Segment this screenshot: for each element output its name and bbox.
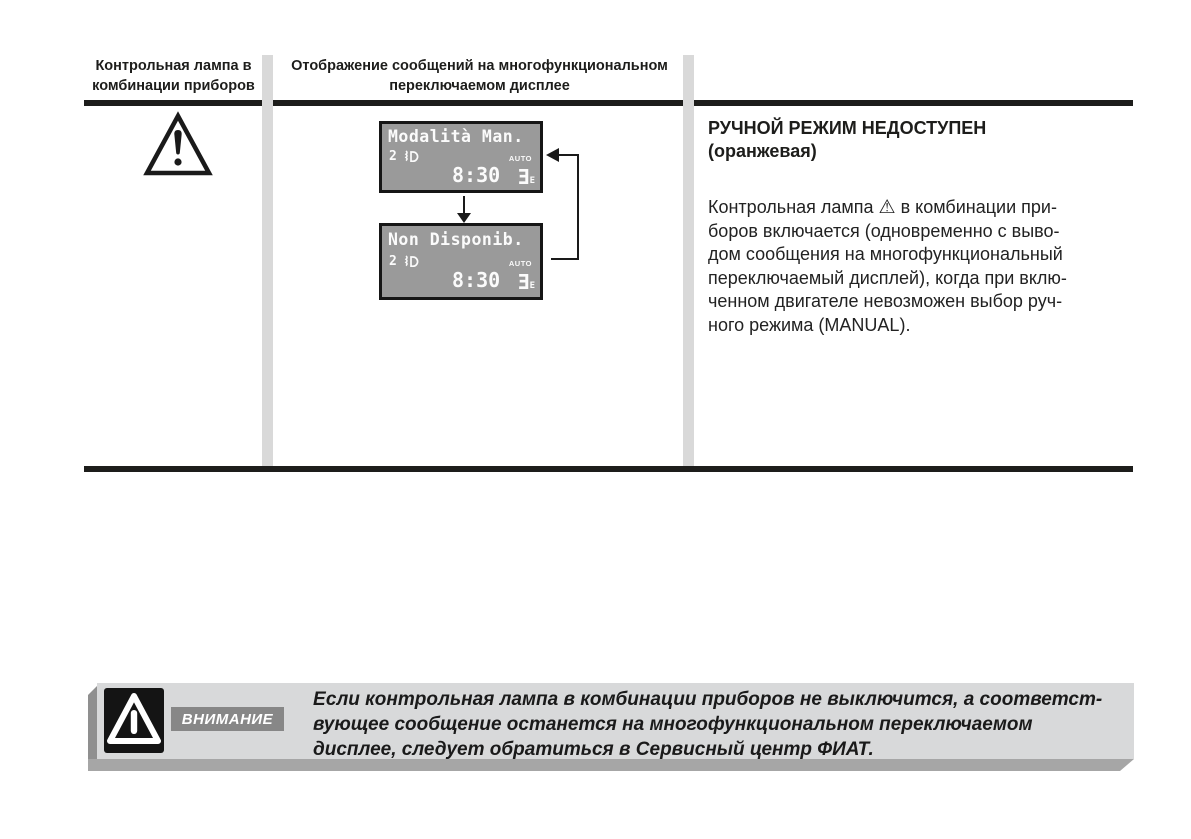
loop-line-bottom	[551, 258, 579, 260]
description-line: Контрольная лампа ⚠ в комбинации при-	[708, 196, 1057, 218]
column-divider-2	[683, 55, 694, 466]
column-header-line: комбинации приборов	[92, 78, 255, 94]
arrow-left-head-icon	[546, 148, 559, 162]
lcd-gear-count: 2	[389, 149, 397, 164]
attention-text-line: Если контрольная лампа в комбинации приборов не выключится, а соответст-	[313, 689, 1103, 710]
lcd-gear-suffix: E	[529, 176, 535, 186]
attention-box	[88, 683, 1134, 771]
lcd-gear-indicator	[518, 272, 535, 292]
warning-triangle-icon	[142, 111, 214, 179]
attention-text	[313, 687, 1102, 762]
lcd-display-not-available	[379, 223, 543, 300]
headlight-icon	[403, 150, 421, 164]
description-line: боров включается (одновременно с выво-	[708, 220, 1060, 241]
description-line: переключаемый дисплей), когда при вклю-	[708, 267, 1067, 288]
lcd-display-manual-mode	[379, 121, 543, 193]
description-line: ного режима (MANUAL).	[708, 314, 911, 335]
lcd-clock: 8:30	[452, 268, 501, 292]
attention-box-body	[97, 683, 1134, 759]
table-bottom-rule	[84, 466, 1133, 472]
loop-line-vertical	[577, 154, 579, 260]
lcd-gear-suffix: E	[529, 281, 535, 291]
lcd-clock: 8:30	[452, 163, 501, 187]
loop-line-top	[558, 154, 579, 156]
attention-warning-icon	[104, 688, 164, 753]
attention-box-bevel-left	[88, 686, 97, 771]
headlight-icon	[403, 255, 421, 269]
arrow-down-head-icon	[457, 213, 471, 223]
message-description	[708, 196, 1067, 337]
attention-text-line: вующее сообщение останется на многофункциональном переключаемом	[313, 714, 1033, 735]
description-line: дом сообщения на многофункциональный	[708, 244, 1063, 264]
column-divider-1	[262, 55, 273, 466]
header-rule	[84, 100, 1133, 106]
lcd-auto-label: AUTO	[508, 154, 532, 163]
column-header-line: Отображение сообщений на многофункциональном	[291, 58, 668, 74]
column-header-cluster-lamp	[85, 56, 262, 96]
column-header-line: переключаемом дисплее	[389, 78, 570, 94]
column-header-line: Контрольная лампа в	[95, 58, 252, 74]
lcd-gear-indicator	[518, 167, 535, 187]
message-title-line: РУЧНОЙ РЕЖИМ НЕДОСТУПЕН	[708, 118, 987, 138]
arrow-down-line	[463, 196, 465, 214]
message-title	[708, 117, 986, 163]
attention-badge: ВНИМАНИЕ	[171, 707, 284, 731]
inline-warning-triangle-icon: ⚠	[878, 196, 896, 218]
description-line: ченном двигателе невозможен выбор руч-	[708, 291, 1063, 311]
message-title-line: (оранжевая)	[708, 141, 817, 161]
lcd-gear-count: 2	[389, 254, 397, 269]
lcd-auto-label: AUTO	[508, 259, 532, 268]
lcd-gear-digit: Ǝ	[517, 270, 530, 294]
attention-triangle-icon	[104, 688, 164, 753]
lcd-message: Modalità Man.	[388, 127, 524, 146]
lcd-message: Non Disponib.	[388, 230, 524, 249]
lcd-gear-digit: Ǝ	[517, 165, 530, 189]
column-header-display-messages	[276, 56, 683, 96]
attention-text-line: дисплее, следует обратиться в Сервисный центр ФИАТ.	[313, 739, 874, 760]
